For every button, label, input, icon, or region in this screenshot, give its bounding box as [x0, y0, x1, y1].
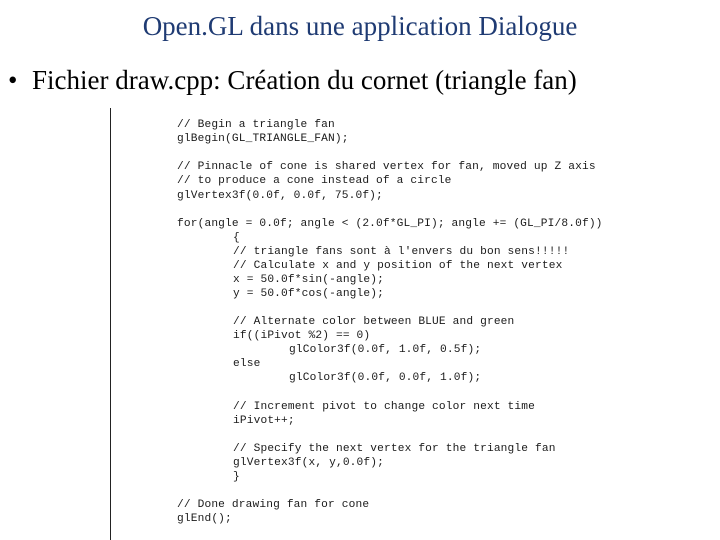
- bullet-text: Fichier draw.cpp: Création du cornet (triangle fan): [32, 65, 577, 95]
- code-line: // Pinnacle of cone is shared vertex for fan, moved up Z axis: [177, 161, 596, 173]
- code-line: for(angle = 0.0f; angle < (2.0f*GL_PI); angle += (GL_PI/8.0f)): [177, 218, 603, 230]
- code-line: iPivot++;: [233, 415, 295, 427]
- code-line: // to produce a cone instead of a circle: [177, 175, 452, 187]
- code-line: // Increment pivot to change color next time: [233, 401, 535, 413]
- code-line: // Begin a triangle fan: [177, 119, 335, 131]
- code-line: }: [233, 471, 240, 483]
- bullet-marker: •: [8, 65, 18, 95]
- bullet-item: [8, 62, 577, 98]
- code-line: glColor3f(0.0f, 1.0f, 0.5f);: [289, 344, 482, 356]
- slide-title: Open.GL dans une application Dialogue: [142, 11, 578, 41]
- code-line: else: [233, 358, 261, 370]
- code-line: // Alternate color between BLUE and green: [233, 316, 515, 328]
- code-line: // Done drawing fan for cone: [177, 499, 370, 511]
- code-line: glColor3f(0.0f, 0.0f, 1.0f);: [289, 372, 482, 384]
- code-line: glVertex3f(x, y,0.0f);: [233, 457, 384, 469]
- code-line: glEnd();: [177, 513, 232, 525]
- code-line: // Calculate x and y position of the next vertex: [233, 260, 563, 272]
- code-line: // triangle fans sont à l'envers du bon sens!!!!!: [233, 246, 570, 258]
- code-left-border: [110, 108, 111, 540]
- code-line: x = 50.0f*sin(-angle);: [233, 274, 384, 286]
- code-line: glBegin(GL_TRIANGLE_FAN);: [177, 133, 349, 145]
- code-line: y = 50.0f*cos(-angle);: [233, 288, 384, 300]
- code-line: {: [233, 232, 240, 244]
- code-line: glVertex3f(0.0f, 0.0f, 75.0f);: [177, 190, 383, 202]
- code-line: if((iPivot %2) == 0): [233, 330, 371, 342]
- code-line: // Specify the next vertex for the triangle fan: [233, 443, 556, 455]
